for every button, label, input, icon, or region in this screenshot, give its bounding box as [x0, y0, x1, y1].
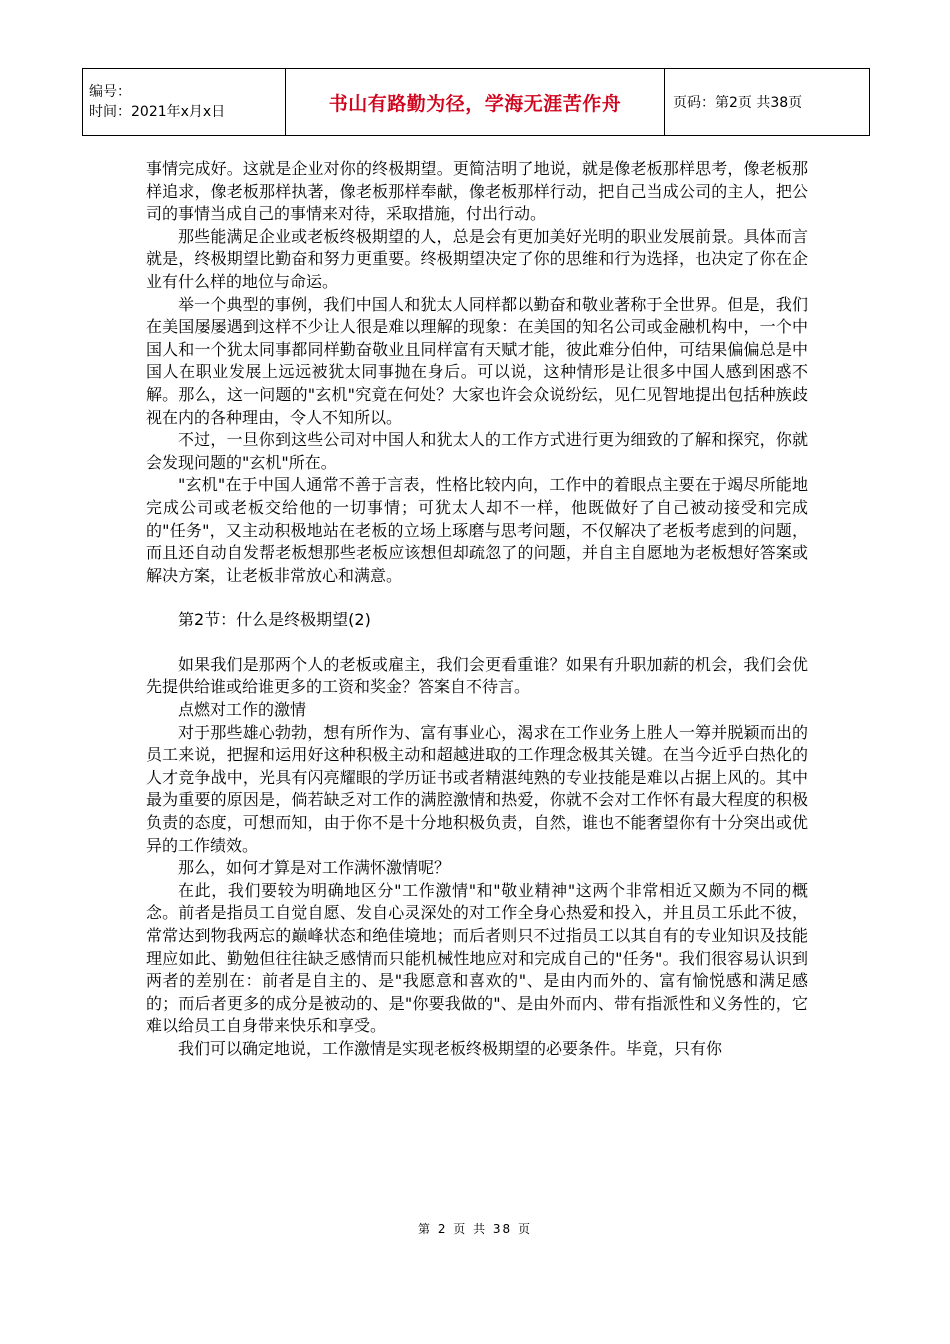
paragraph: "玄机"在于中国人通常不善于言表，性格比较内向，工作中的着眼点主要在于竭尽所能地完成公司或老板交给他的一切事情；可犹太人却不一样，他既做好了自己被动接受和完成的"任务"，又主动积极地站在老板的立场上琢磨与思考问题，不仅解决了老板考虑到的问题，而且还自动自发帮老板想那些老板应该想但却疏忽了的问题，并自主自愿地为老板想好答案或解决方案，让老板非常放心和满意。 [146, 475, 808, 585]
document-body [146, 158, 808, 1061]
paragraph: 不过，一旦你到这些公司对中国人和犹太人的工作方式进行更为细致的了解和探究，你就会发现问题的"玄机"所在。 [146, 430, 808, 472]
page-header [82, 68, 870, 136]
header-page-info: 页码：第2页 共38页 [665, 69, 870, 136]
section-title: 第2节：什么是终极期望(2) [178, 610, 371, 630]
paragraph: 举一个典型的事例，我们中国人和犹太人同样都以勤奋和敬业著称于全世界。但是，我们在美国屡屡遇到这样不少让人很是难以理解的现象：在美国的知名公司或金融机构中，一个中国人和一个犹太同事都同样勤奋敬业且同样富有天赋才能，彼此难分伯仲，可结果偏偏总是中国人在职业发展上远远被犹太同事抛在身后。可以说，这种情形是让很多中国人感到困惑不解。那么，这一问题的"玄机"究竟在何处？大家也许会众说纷纭，见仁见智地提出包括种族歧视在内的各种理由，令人不知所以。 [146, 294, 808, 427]
header-meta [83, 69, 286, 136]
paragraph: 如果我们是那两个人的老板或雇主，我们会更看重谁？如果有升职加薪的机会，我们会优先提供给谁或给谁更多的工资和奖金？答案自不待言。 [146, 654, 808, 697]
paragraph: 我们可以确定地说，工作激情是实现老板终极期望的必要条件。毕竟，只有你 [178, 1038, 723, 1058]
number-label: 编号： [89, 84, 131, 100]
paragraph: 那些能满足企业或老板终极期望的人，总是会有更加美好光明的职业发展前景。具体而言就是，终极期望比勤奋和努力更重要。终极期望决定了你的思维和行为选择，也决定了你在企业有什么样的地位与命运。 [146, 226, 808, 291]
paragraph: 那么，如何才算是对工作满怀激情呢？ [178, 858, 451, 878]
paragraph: 对于那些雄心勃勃，想有所作为、富有事业心，渴求在工作业务上胜人一筹并脱颖而出的员工来说，把握和运用好这种积极主动和超越进取的工作理念极其关键。在当今近乎白热化的人才竞争战中，光具有闪亮耀眼的学历证书或者精湛纯熟的专业技能是难以占据上风的。其中最为重要的原因是，倘若缺乏对工作的满腔激情和热爱，你就不会对工作怀有最大程度的积极负责的态度，可想而知，由于你不是十分地积极负责，自然，谁也不能奢望你有十分突出或优异的工作绩效。 [146, 722, 808, 855]
date-label: 时间：2021年x月x日 [89, 104, 226, 120]
paragraph: 事情完成好。这就是企业对你的终极期望。更简洁明了地说，就是像老板那样思考，像老板那样追求，像老板那样执著，像老板那样奉献，像老板那样行动，把自己当成公司的主人，把公司的事情当成自己的事情来对待，采取措施，付出行动。 [146, 159, 808, 224]
paragraph: 在此，我们要较为明确地区分"工作激情"和"敬业精神"这两个非常相近又颇为不同的概念。前者是指员工自觉自愿、发自心灵深处的对工作全身心热爱和投入，并且员工乐此不彼，常常达到物我两忘的巅峰状态和绝佳境地；而后者则只不过指员工以其自有的专业知识及技能理应如此、勤勉但往往缺乏感情而只能机械性地应对和完成自己的"任务"。我们很容易认识到两者的差别在：前者是自主的、是"我愿意和喜欢的"、是由内而外的、富有愉悦感和满足感的；而后者更多的成分是被动的、是"你要我做的"、是由外而内、带有指派性和义务性的，它难以给员工自身带来快乐和享受。 [146, 880, 808, 1036]
header-motto: 书山有路勤为径，学海无涯苦作舟 [286, 69, 665, 136]
subheading: 点燃对工作的激情 [178, 700, 307, 720]
page-footer: 第 2 页 共 38 页 [418, 1222, 532, 1236]
